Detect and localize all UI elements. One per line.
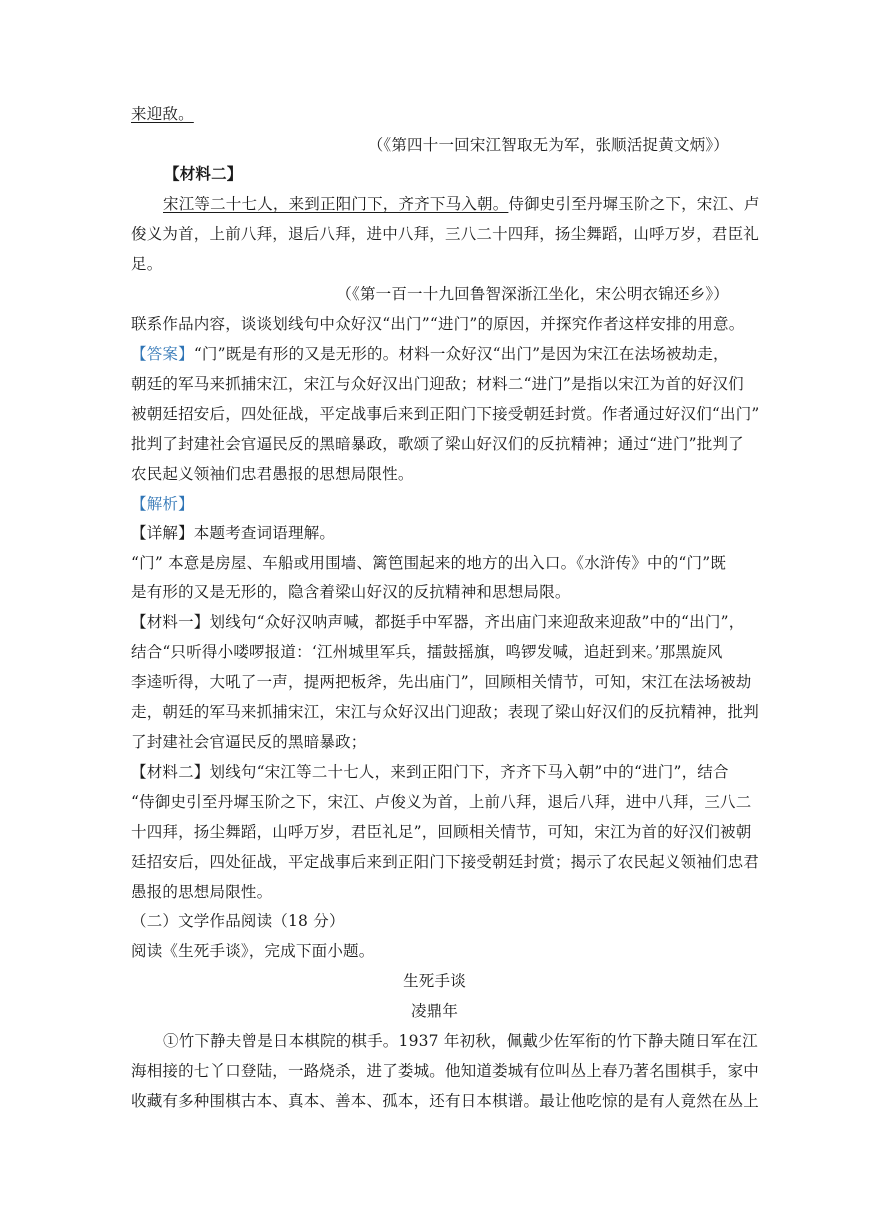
text-line: 了封建社会官逼民反的黑暗暴政；: [131, 733, 367, 751]
text-line: 廷招安后，四处征战，平定战事后来到正阳门下接受朝廷封赏；揭示了农民起义领袖们忠君: [131, 853, 760, 871]
text-line: 是有形的又是无形的，隐含着梁山好汉的反抗精神和思想局限。: [131, 583, 571, 601]
text-line: [131, 194, 760, 214]
text-span: 侍御史引至丹墀玉阶之下，宋江、卢: [508, 195, 760, 213]
text-line: 走，朝廷的军马来抓捕宋江，宋江与众好汉出门迎敌；表现了梁山好汉们的反抗精神，批判: [131, 703, 760, 721]
text-line: 收藏有多种围棋古本、真本、善本、孤本，还有日本棋谱。最让他吃惊的是有人竟然在丛上: [131, 1092, 760, 1110]
question-line: 联系作品内容，谈谈划线句中众好汉“出门”“进门”的原因，并探究作者这样安排的用意。: [131, 315, 745, 333]
text-line: 愚报的思想局限性。: [131, 883, 273, 901]
text-line: 李逵听得，大吼了一声，提两把板斧，先出庙门”，回顾相关情节，可知，宋江在法场被劫: [131, 673, 752, 691]
text-line: 【详解】本题考查词语理解。: [131, 524, 336, 542]
text-line: 农民起义领袖们忠君愚报的思想局限性。: [131, 465, 414, 483]
answer-label: 【答案】: [131, 345, 194, 363]
text-line: 朝廷的军马来抓捕宋江，宋江与众好汉出门迎敌；材料二“进门”是指以宋江为首的好汉们: [131, 375, 744, 393]
text-line: 来迎敌。: [131, 105, 194, 123]
text-line: 十四拜，扬尘舞蹈，山呼万岁，君臣礼足”，回顾相关情节，可知，宋江为首的好汉们被朝: [131, 823, 752, 841]
text-line: 批判了封建社会官逼民反的黑暗暴政，歌颂了梁山好汉们的反抗精神；通过“进门”批判了: [131, 435, 744, 453]
underlined-sentence: 宋江等二十七人，来到正阳门下，齐齐下马入朝。: [163, 195, 509, 213]
text-line: “门” 本意是房屋、车船或用围墙、篱笆围起来的地方的出入口。《水浒传》中的“门”既: [131, 554, 727, 572]
section-label: 【材料二】: [164, 164, 243, 183]
text-line: “侍御史引至丹墀玉阶之下，宋江、卢俊义为首，上前八拜，退后八拜，进中八拜，三八二: [131, 793, 752, 811]
analysis-label: 【解析】: [131, 495, 194, 513]
text-line: 【材料二】划线句“宋江等二十七人，来到正阳门下，齐齐下马入朝”中的“进门”，结合: [131, 763, 729, 781]
text-line: 【材料一】划线句“众好汉呐声喊，都挺手中军器，齐出庙门来迎敌来迎敌”中的“出门”，: [131, 613, 745, 631]
text-line: [131, 344, 741, 364]
text-line: 被朝廷招安后，四处征战，平定战事后来到正阳门下接受朝廷封赏。作者通过好汉们“出门”: [131, 405, 760, 423]
text-line: 足。: [131, 255, 163, 273]
source-citation: （《第四十一回宋江智取无为军，张顺活捉黄文炳》）: [367, 136, 729, 154]
instruction-line: 阅读《生死手谈》，完成下面小题。: [131, 942, 375, 960]
source-citation: （《第一百一十九回鲁智深浙江坐化，宋公明衣锦还乡》）: [336, 285, 729, 303]
text-line: ①竹下静夫曾是日本棋院的棋手。1937 年初秋，佩戴少佐军衔的竹下静夫随日军在江: [163, 1032, 758, 1050]
section-heading: （二）文学作品阅读（18 分）: [131, 912, 345, 930]
article-title: 生死手谈: [403, 972, 466, 990]
text-line: 结合“只听得小喽啰报道：‘江州城里军兵，擂鼓摇旗，鸣锣发喊，追赶到来。’那黑旋风: [131, 643, 723, 661]
text-line: 俊义为首，上前八拜，退后八拜，进中八拜，三八二十四拜，扬尘舞蹈，山呼万岁，君臣礼: [131, 225, 760, 243]
text-span: “门”既是有形的又是无形的。材料一众好汉“出门”是因为宋江在法场被劫走，: [193, 345, 729, 363]
article-author: 凌鼎年: [410, 1002, 459, 1020]
text-line: 海相接的七丫口登陆，一路烧杀，进了娄城。他知道娄城有位叫丛上春乃著名围棋手，家中: [131, 1062, 760, 1080]
